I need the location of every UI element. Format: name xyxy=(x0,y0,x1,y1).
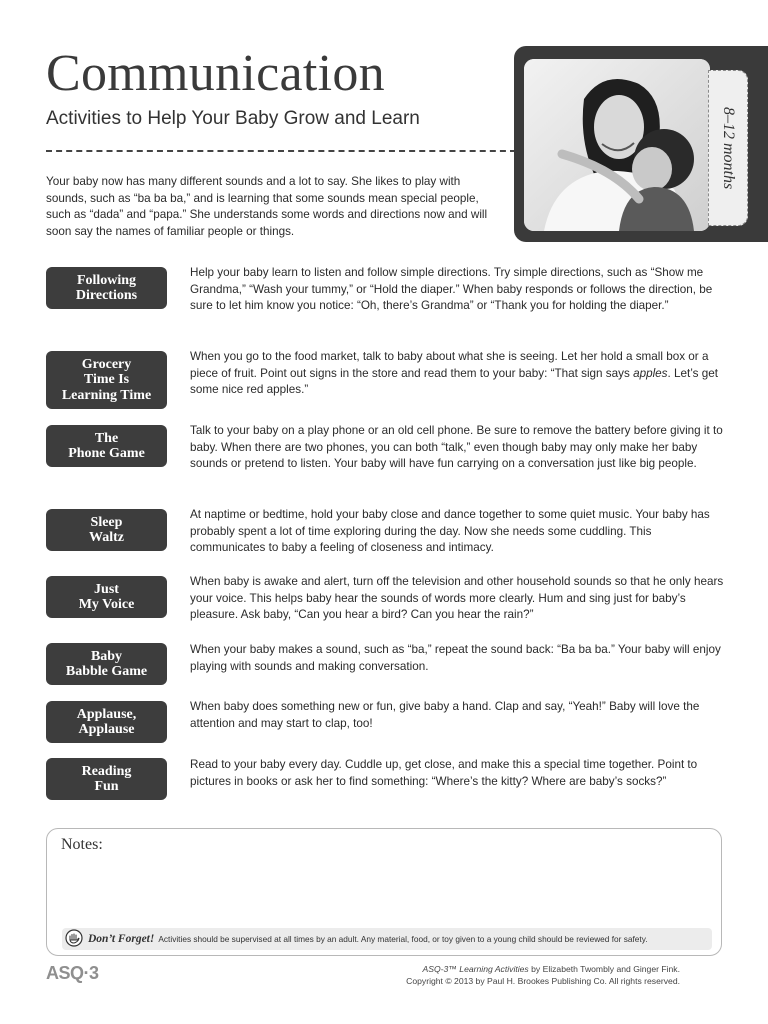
mother-baby-photo xyxy=(524,59,710,231)
activity-label-just-my-voice: Just My Voice xyxy=(46,576,167,618)
page-title: Communication xyxy=(46,45,385,102)
activity-text-applause: When baby does something new or fun, give baby a hand. Clap and say, “Yeah!” Baby will love the attention and may start to clap, too! xyxy=(190,700,700,730)
activity-text-reading-fun: Read to your baby every day. Cuddle up, get close, and make this a special time together. Point to pictures in books or ask her to find something: “Where’s the kitty? Where are baby’s socks?” xyxy=(190,758,698,788)
activity-text-just-my-voice: When baby is awake and alert, turn off the television and other household sounds so that he only hears your voice. This helps baby hear the sounds of words more clearly. Hum and sing just for baby’s pleasure. Ask baby, “Can you hear a bird? Can you hear the rain?” xyxy=(190,575,724,621)
intro-paragraph: Your baby now has many different sounds and a lot to say. She likes to play with sounds, such as “ba ba ba,” and is learning that some sounds mean special people, such as “dada” and “papa.” She understands some words and directions now and will soon say the names of familiar people or things. xyxy=(46,175,488,238)
dashed-divider xyxy=(46,150,516,152)
activity-label-following-directions: Following Directions xyxy=(46,267,167,309)
activity-text-following-directions: Help your baby learn to listen and follow simple directions. Try simple directions, such as “Show me Grandma,” “Wash your tummy,” or “Hold the diaper.” When baby responds or follows the direction, be sure to let him know you notice: “Oh, there’s Grandma” or “Thank you for holding the diaper.” xyxy=(190,266,713,312)
notes-label: Notes: xyxy=(61,836,103,853)
dont-forget-text: Activities should be supervised at all times by an adult. Any material, food, or toy given to a young child should be reviewed for safety. xyxy=(158,934,648,944)
activity-label-reading-fun: Reading Fun xyxy=(46,758,167,800)
activity-text-phone-game: Talk to your baby on a play phone or an old cell phone. Be sure to remove the battery before giving it to baby. When there are two phones, you can both “talk,” even though baby may only make her baby sounds or pretend to listen. Your baby will have fun carrying on a conversation just like big people. xyxy=(190,424,723,470)
activity-text-babble-game: When your baby makes a sound, such as “ba,” repeat the sound back: “Ba ba ba.” Your baby will enjoy playing with sounds and making conversation. xyxy=(190,643,721,673)
activity-label-grocery-time: Grocery Time Is Learning Time xyxy=(46,351,167,409)
activity-label-sleep-waltz: Sleep Waltz xyxy=(46,509,167,551)
age-range-label: 8–12 months xyxy=(720,106,737,190)
activity-label-babble-game: Baby Babble Game xyxy=(46,643,167,685)
footer-credit: ASQ-3™ Learning Activities by Elizabeth Twombly and Ginger Fink. Copyright © 2013 by Paul H. Brookes Publishing Co. All rights reserved. xyxy=(406,964,680,986)
dont-forget-banner xyxy=(62,928,712,950)
dont-forget-title: Don’t Forget! xyxy=(88,933,155,945)
activity-label-applause: Applause, Applause xyxy=(46,701,167,743)
hand-icon xyxy=(65,929,83,949)
activity-label-phone-game: The Phone Game xyxy=(46,425,167,467)
page-subtitle: Activities to Help Your Baby Grow and Learn xyxy=(46,108,420,129)
activity-text-grocery-time: When you go to the food market, talk to baby about what she is seeing. Let her hold a small box or a piece of fruit. Point out signs in the store and read them to your baby: “That sign says apples. Let’s get some nice red apples.” xyxy=(190,350,718,396)
asq3-logo: ASQ·3 xyxy=(46,963,99,983)
activity-text-sleep-waltz: At naptime or bedtime, hold your baby close and dance together to some quiet music. Your baby has probably spent a lot of time exploring during the day. Now she needs some cuddling. This communicates to baby a feeling of closeness and intimacy. xyxy=(190,508,710,554)
